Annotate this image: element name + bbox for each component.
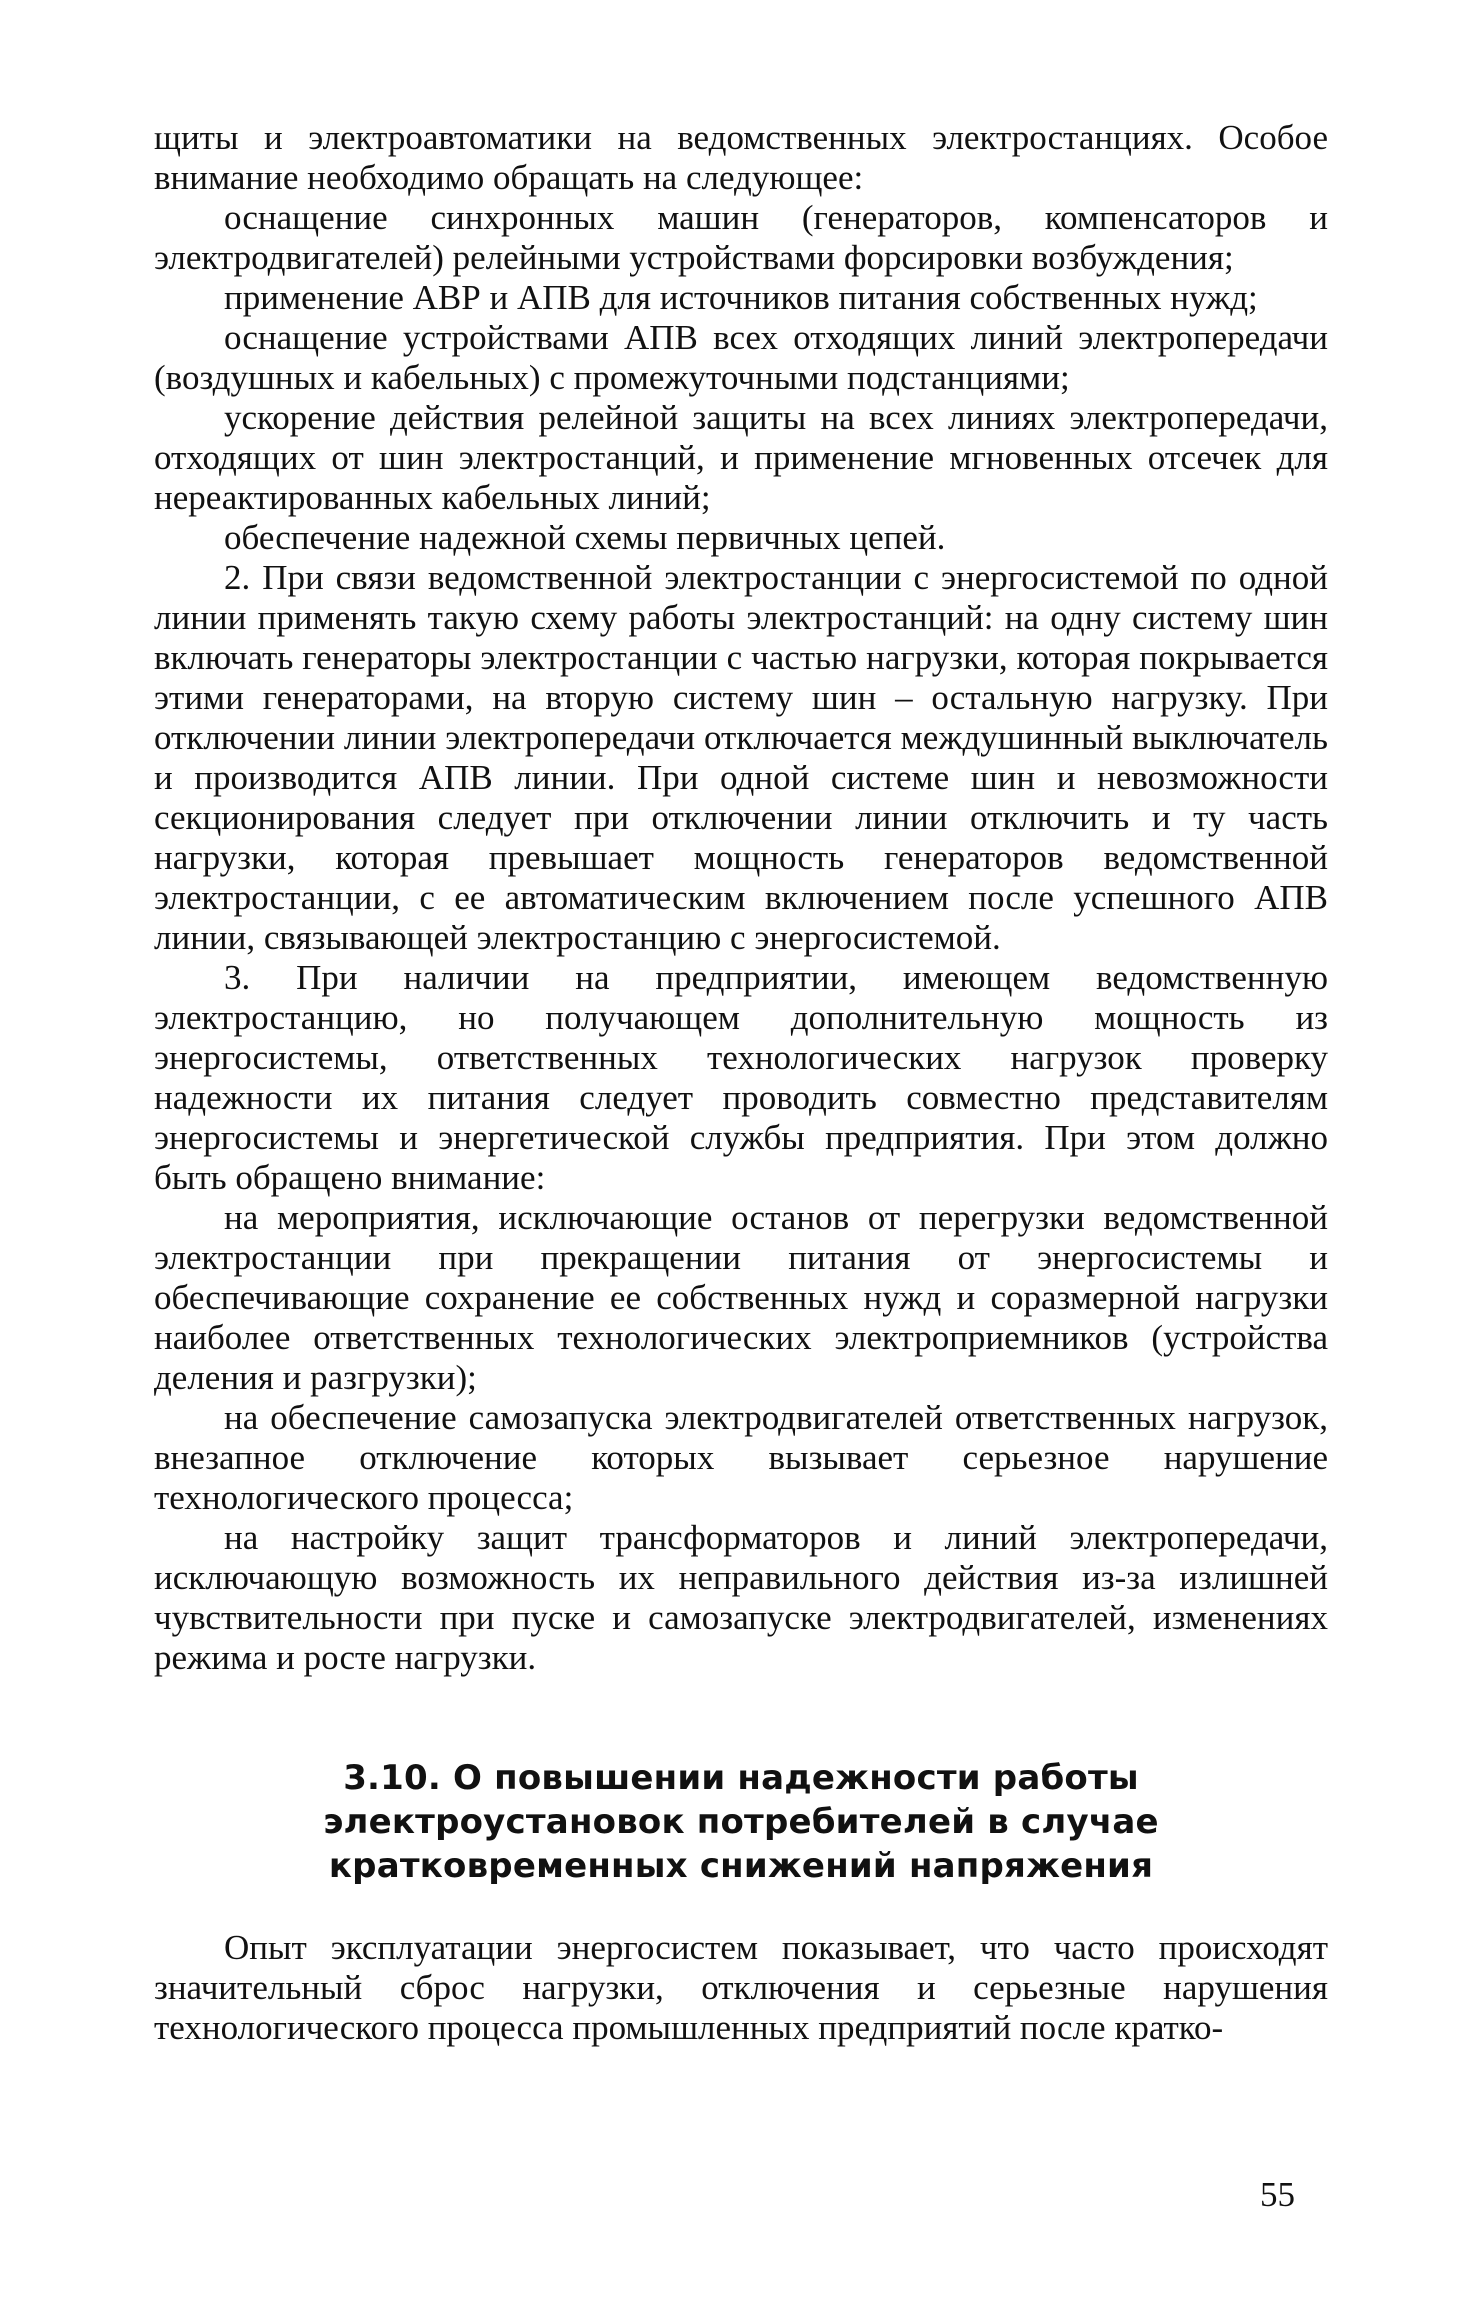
paragraph: на настройку защит трансформаторов и линий электропередачи, исключающую возможность их неправильного действия из-за излишней чувствительности при пуске и самозапуске электродвигателей, изменениях режима и росте нагрузки.	[154, 1518, 1328, 1677]
paragraph: ускорение действия релейной защиты на всех линиях электропередачи, отходящих от шин электростанций, и применение мгновенных отсечек для нереактированных кабельных линий;	[154, 398, 1328, 517]
paragraph: на обеспечение самозапуска электродвигателей ответственных нагрузок, внезапное отключение которых вызывает серьезное нарушение технологического процесса;	[154, 1398, 1328, 1517]
paragraph: на мероприятия, исключающие останов от перегрузки ведомственной электростанции при прекращении питания от энергосистемы и обеспечивающие сохранение ее собственных нужд и соразмерной нагрузки наиболее ответственных технологических электроприемников (устройства деления и разгрузки);	[154, 1198, 1328, 1397]
page-number: 55	[1260, 2175, 1295, 2214]
section-heading	[154, 1756, 1328, 1888]
paragraph: применение АВР и АПВ для источников питания собственных нужд;	[224, 278, 1258, 317]
paragraph: 3. При наличии на предприятии, имеющем ведомственную электростанцию, но получающем дополнительную мощность из энергосистемы, ответственных технологических нагрузок проверку надежности их питания следует проводить совместно представителям энергосистемы и энергетической службы предприятия. При этом должно быть обращено внимание:	[154, 958, 1328, 1197]
paragraph: щиты и электроавтоматики на ведомственных электростанциях. Особое внимание необходимо обращать на следующее:	[154, 118, 1328, 197]
paragraph: 2. При связи ведомственной электростанции с энергосистемой по одной линии применять такую схему работы электростанций: на одну систему шин включать генераторы электростанции с частью нагрузки, которая покрывается этими генераторами, на вторую систему шин – остальную нагрузку. При отключении линии электропередачи отключается междушинный выключатель и производится АПВ линии. При одной системе шин и невозможности секционирования следует при отключении линии отключить и ту часть нагрузки, которая превышает мощность генераторов ведомственной электростанции, с ее автоматическим включением после успешного АПВ линии, связывающей электростанцию с энергосистемой.	[154, 558, 1328, 957]
paragraph: Опыт эксплуатации энергосистем показывает, что часто происходят значительный сброс нагрузки, отключения и серьезные нарушения технологического процесса промышленных предприятий после кратко-	[154, 1928, 1328, 2047]
paragraph: оснащение устройствами АПВ всех отходящих линий электропередачи (воздушных и кабельных) с промежуточными подстанциями;	[154, 318, 1328, 397]
section-heading-line: кратковременных снижений напряжения	[328, 1846, 1154, 1886]
page-body	[154, 118, 1328, 2048]
paragraph: оснащение синхронных машин (генераторов, компенсаторов и электродвигателей) релейными устройствами форсировки возбуждения;	[154, 198, 1328, 277]
paragraph: обеспечение надежной схемы первичных цепей.	[224, 518, 946, 557]
section-heading-line: электроустановок потребителей в случае	[323, 1802, 1159, 1842]
section-heading-line: 3.10. О повышении надежности работы	[343, 1758, 1139, 1798]
